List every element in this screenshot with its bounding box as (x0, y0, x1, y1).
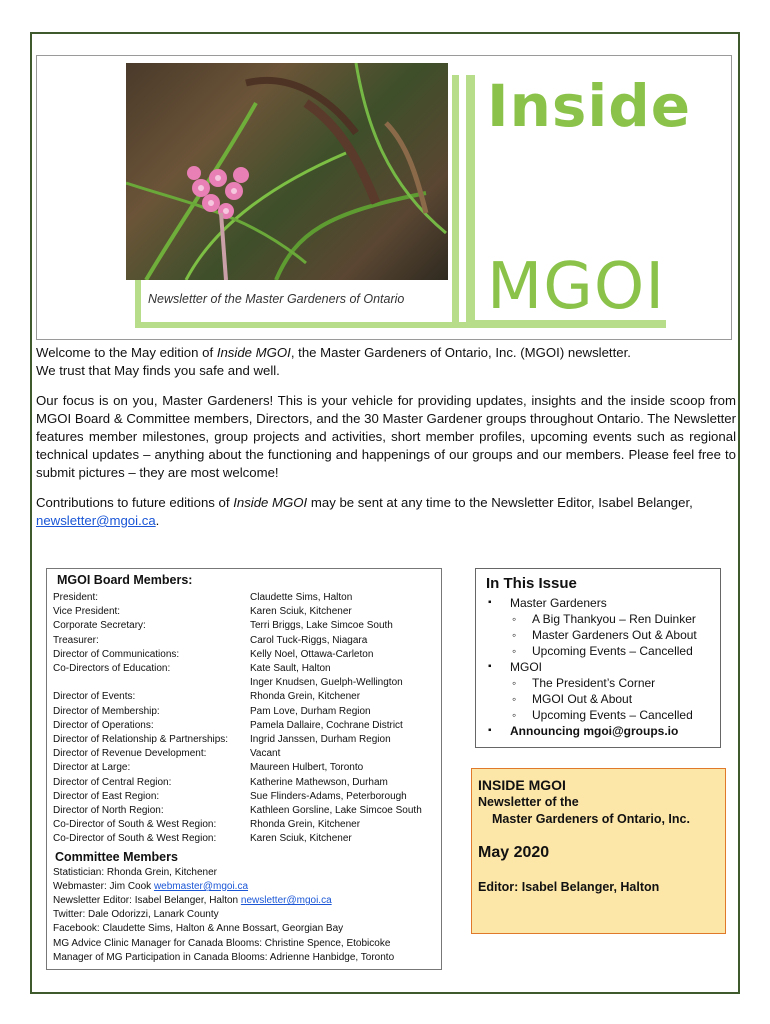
board-member-role: Director at Large: (53, 762, 131, 774)
board-member-role: Co-Directors of Education: (53, 663, 171, 675)
board-member-name: Terri Briggs, Lake Simcoe South (250, 620, 393, 632)
board-member-name: Inger Knudsen, Guelph-Wellington (250, 677, 403, 689)
contrib-italic: Inside MGOI (233, 495, 308, 510)
board-member-role: Vice President: (53, 606, 121, 618)
committee-twitter: Twitter: Dale Odorizzi, Lanark County (53, 909, 219, 921)
info-editor: Editor: Isabel Belanger, Halton (478, 880, 660, 894)
issue-sublist (510, 675, 710, 723)
issue-item: ◦ MGOI Out & About (510, 691, 710, 707)
board-member-role: Director of Events: (53, 691, 136, 703)
board-member-name: Carol Tuck-Riggs, Niagara (250, 634, 368, 646)
issue-section-mgoi (486, 659, 710, 723)
board-member-name: Ingrid Janssen, Durham Region (250, 734, 391, 746)
masthead-title-mgoi: MGOI (487, 250, 666, 324)
board-member-role (53, 676, 250, 690)
board-member-name: Rhonda Grein, Kitchener (250, 691, 361, 703)
board-member-name: Pam Love, Durham Region (250, 705, 371, 717)
issue-item: ◦ Upcoming Events – Cancelled (510, 643, 710, 659)
committee-members-list (53, 866, 435, 965)
board-member-name: Karen Sciuk, Kitchener (250, 833, 352, 845)
board-member-role: Director of East Region: (53, 790, 160, 802)
info-subtitle: Newsletter of the (478, 795, 579, 809)
issue-section-label: Master Gardeners (510, 596, 607, 610)
board-member-name: Sue Flinders-Adams, Peterborough (250, 790, 407, 802)
committee-facebook: Facebook: Claudette Sims, Halton & Anne Bossart, Georgian Bay (53, 923, 344, 935)
board-member-name: Katherine Mathewson, Durham (250, 776, 388, 788)
committee-title: Committee Members (55, 849, 178, 864)
board-member-role: Director of North Region: (53, 805, 164, 817)
issue-item: ◦ The President’s Corner (510, 675, 710, 691)
board-member-name: Kelly Noel, Ottawa-Carleton (250, 648, 374, 660)
board-title: MGOI Board Members: (57, 573, 193, 587)
issue-item: ◦ A Big Thankyou – Ren Duinker (510, 611, 710, 627)
contrib-post: may be sent at any time to the Newsletter Editor, Isabel Belanger, (307, 495, 693, 510)
committee-participation: Manager of MG Participation in Canada Blooms: Adrienne Hanbidge, Toronto (53, 951, 395, 963)
welcome-pre: Welcome to the May edition of (36, 345, 217, 360)
board-member-name: Maureen Hulbert, Toronto (250, 762, 364, 774)
welcome-line2: We trust that May finds you safe and well. (36, 363, 280, 378)
committee-editor (53, 894, 435, 908)
committee-webmaster (53, 880, 435, 894)
newsletter-email-link[interactable]: newsletter@mgoi.ca (36, 513, 156, 528)
committee-advice: MG Advice Clinic Manager for Canada Blooms: Christine Spence, Etobicoke (53, 937, 391, 949)
welcome-post: , the Master Gardeners of Ontario, Inc. (MGOI) newsletter. (290, 345, 631, 360)
board-member-role: Director of Communications: (53, 648, 180, 660)
issue-section-announcing: ▪ Announcing mgoi@groups.io (486, 723, 710, 739)
info-organization: Master Gardeners of Ontario, Inc. (492, 812, 690, 826)
in-this-issue-box (475, 568, 721, 748)
board-member-role: Director of Operations: (53, 719, 154, 731)
issue-item: ◦ Upcoming Events – Cancelled (510, 707, 710, 723)
board-member-role: Corporate Secretary: (53, 620, 146, 632)
board-members-list (53, 591, 435, 847)
editor-email-link[interactable]: newsletter@mgoi.ca (240, 895, 332, 907)
info-title: INSIDE MGOI (478, 777, 566, 793)
webmaster-label: Webmaster: Jim Cook (53, 880, 154, 892)
masthead-title-inside: Inside (487, 72, 692, 140)
board-member-role: Director of Membership: (53, 705, 160, 717)
contrib-end: . (155, 513, 160, 528)
board-member-name: Kathleen Gorsline, Lake Simcoe South (250, 805, 422, 817)
board-member-name: Karen Sciuk, Kitchener (250, 606, 352, 618)
issue-section-label: MGOI (510, 660, 542, 674)
issue-sublist (510, 611, 710, 659)
board-member-name: Pamela Dallaire, Cochrane District (250, 719, 403, 731)
board-member-name: Vacant (250, 748, 281, 760)
issue-section-master-gardeners (486, 595, 710, 659)
issue-list (486, 595, 710, 739)
masthead-tagline: Newsletter of the Master Gardeners of Ontario (148, 292, 405, 306)
issue-date: May 2020 (478, 844, 550, 861)
issue-item: ◦ Master Gardeners Out & About (510, 627, 710, 643)
board-member-name: Claudette Sims, Halton (250, 592, 353, 603)
board-member-name: Kate Sault, Halton (250, 663, 331, 675)
cover-photo (126, 63, 448, 280)
board-member-name: Rhonda Grein, Kitchener (250, 819, 361, 831)
welcome-paragraph (36, 344, 736, 380)
in-this-issue-title: In This Issue (486, 575, 577, 592)
contributions-paragraph (36, 494, 736, 530)
board-member-role: Treasurer: (53, 634, 99, 646)
board-member-role: President: (53, 592, 99, 603)
focus-paragraph: Our focus is on you, Master Gardeners! This is your vehicle for providing updates, insights and the inside scoop from MGOI Board & Committee members, Directors, and the 30 Master Gardener groups throughout Ontario. The Newsletter features member milestones, group projects and activities, short member profiles, upcoming events such as regional technical updates – anything about the functioning and happenings of our groups and our members. Please feel free to submit pictures – they are most welcome! (36, 393, 736, 480)
board-member-role: Co-Director of South & West Region: (53, 819, 217, 831)
board-member-role: Director of Revenue Development: (53, 748, 207, 760)
board-member-role: Director of Relationship & Partnerships: (53, 734, 229, 746)
contrib-pre: Contributions to future editions of (36, 495, 234, 510)
welcome-italic: Inside MGOI (216, 345, 291, 360)
committee-statistician: Statistician: Rhonda Grein, Kitchener (53, 866, 217, 878)
editor-label: Newsletter Editor: Isabel Belanger, Halton (53, 895, 241, 907)
intro-section (36, 344, 736, 542)
webmaster-email-link[interactable]: webmaster@mgoi.ca (153, 880, 249, 892)
board-member-role: Director of Central Region: (53, 776, 172, 788)
board-members-box (46, 568, 442, 970)
cover-photo-art (126, 63, 448, 280)
newsletter-info-box (471, 768, 726, 934)
board-member-role: Co-Director of South & West Region: (53, 833, 217, 845)
